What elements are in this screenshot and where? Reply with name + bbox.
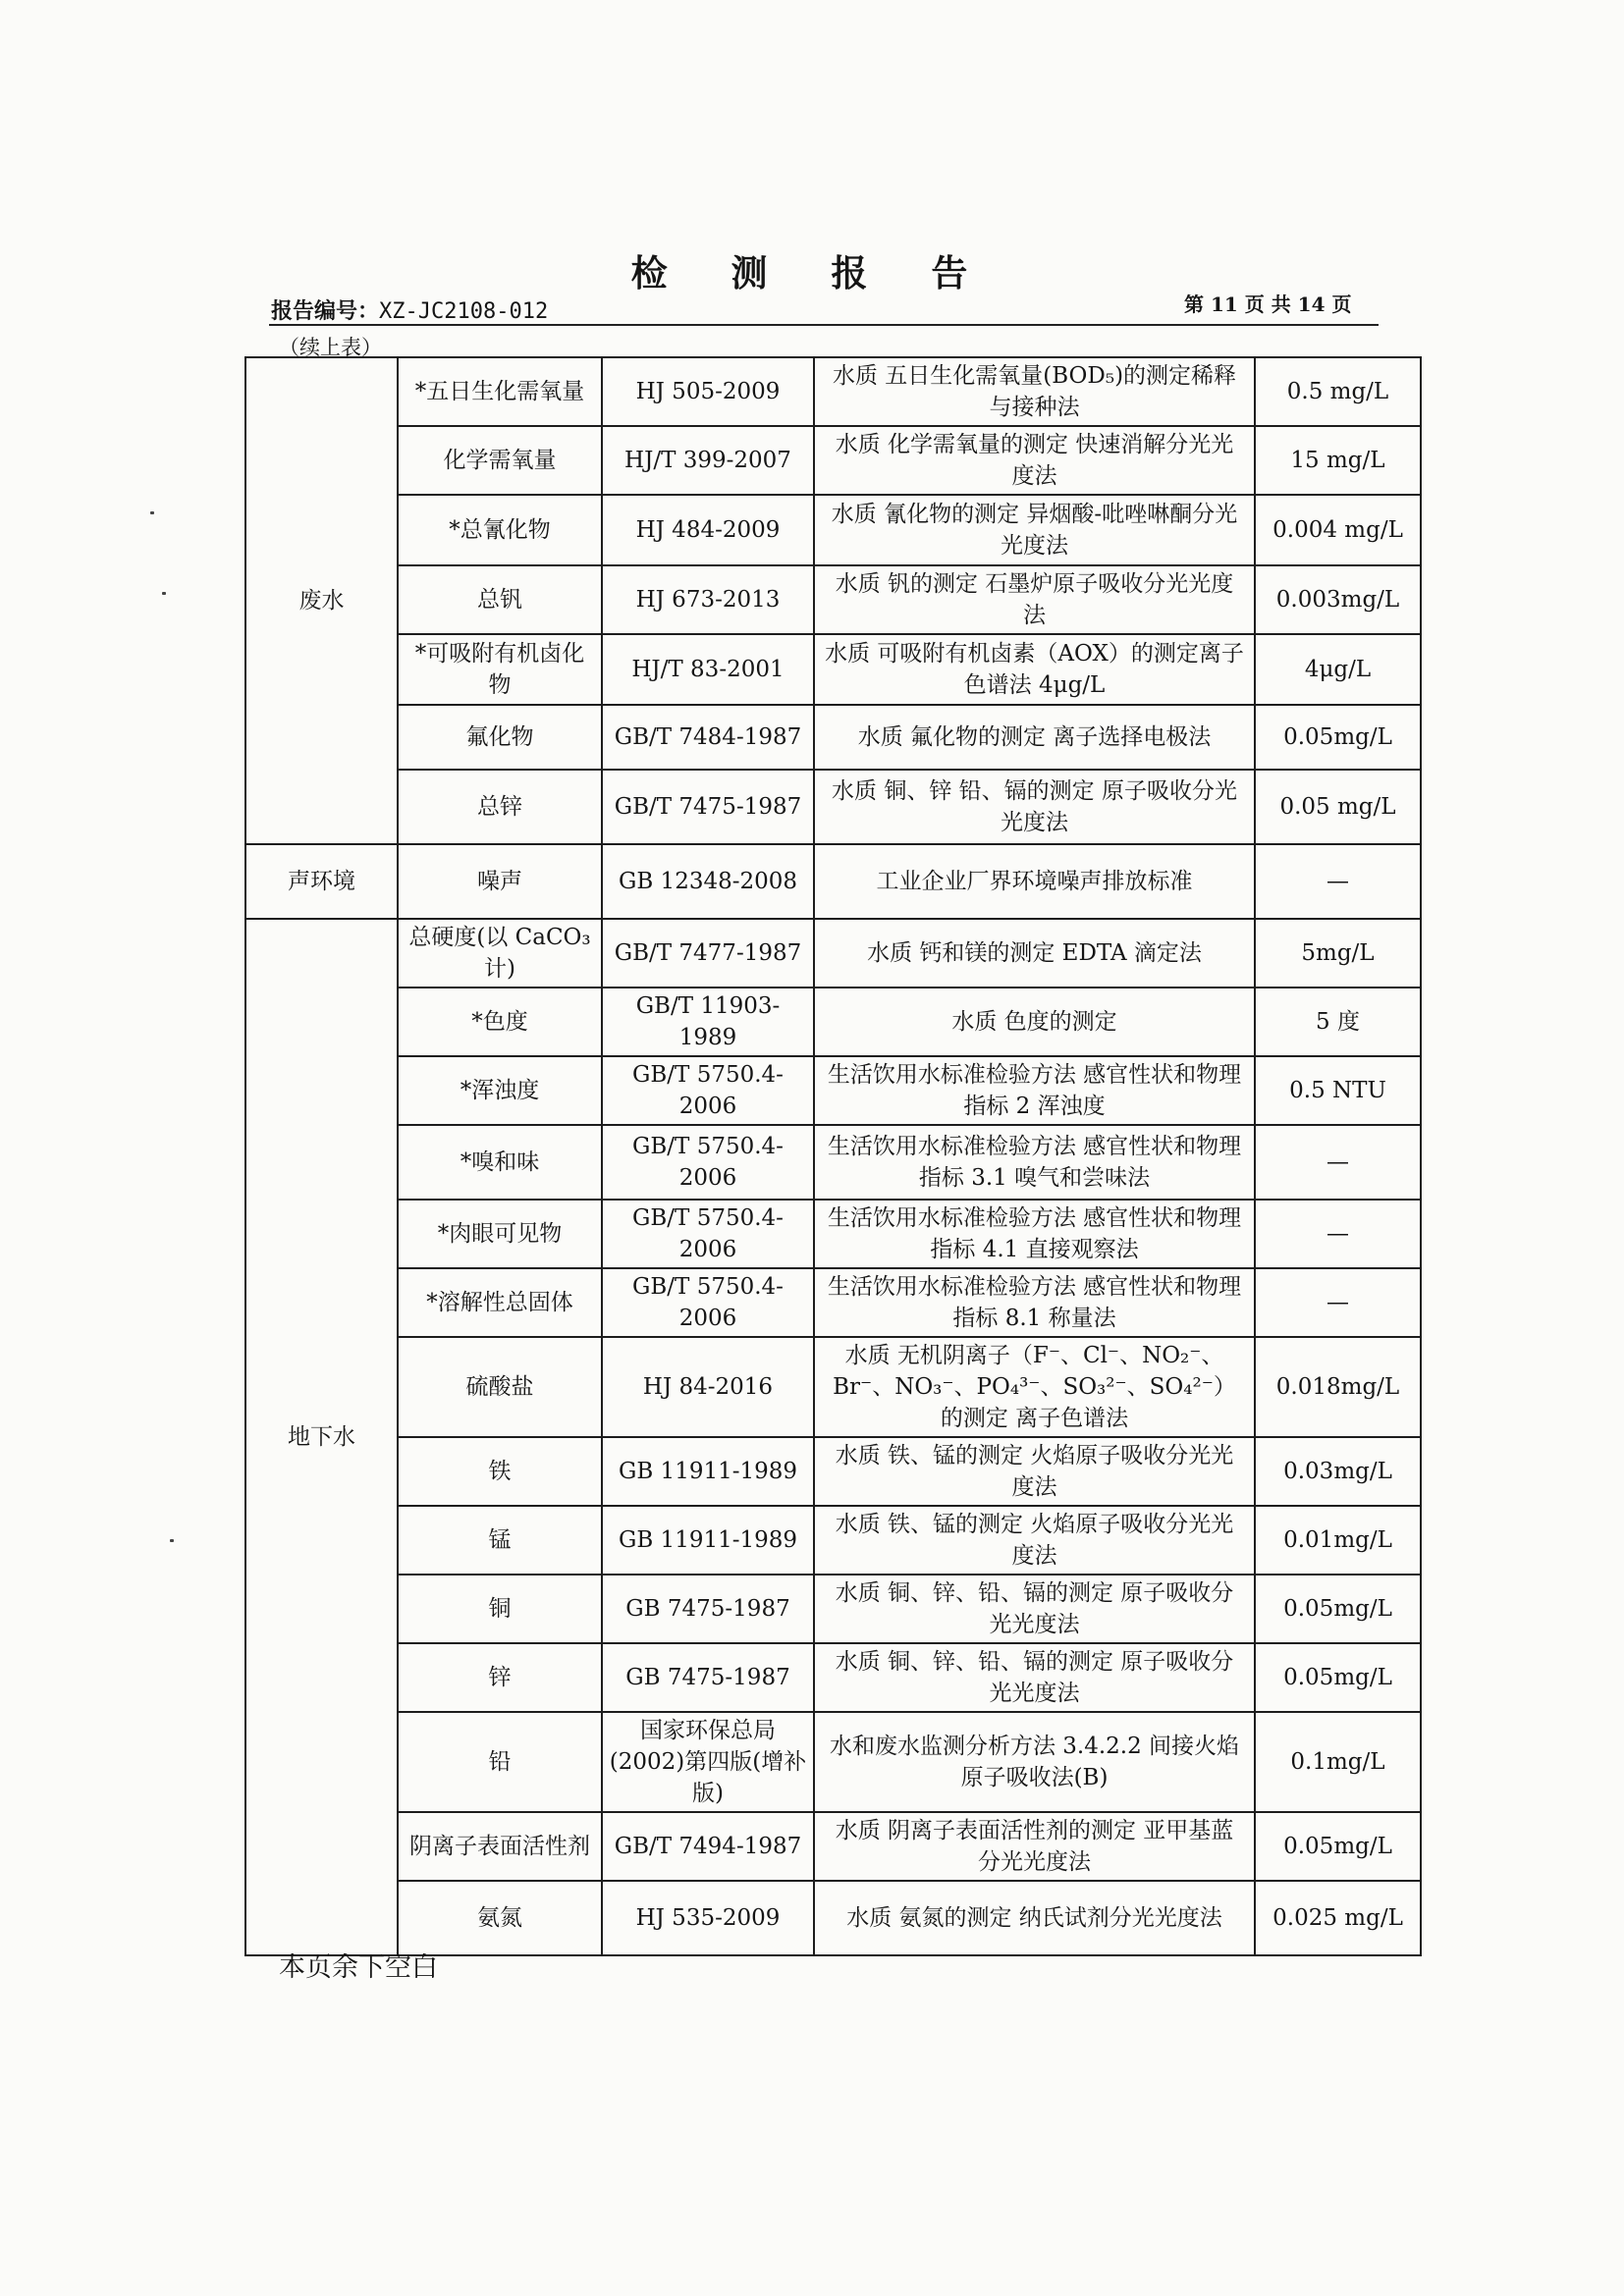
item-cell: 总锌	[398, 770, 602, 844]
report-number-value: XZ-JC2108-012	[379, 299, 549, 324]
limit-cell: 0.018mg/L	[1255, 1337, 1421, 1437]
limit-cell: —	[1255, 844, 1421, 919]
standard-cell: HJ 673-2013	[602, 565, 814, 634]
method-cell: 水质 氟化物的测定 离子选择电极法	[814, 705, 1255, 770]
limit-cell: 4μg/L	[1255, 634, 1421, 705]
method-cell: 水质 阴离子表面活性剂的测定 亚甲基蓝分光光度法	[814, 1812, 1255, 1881]
category-cell: 声环境	[245, 844, 398, 919]
method-cell: 生活饮用水标准检验方法 感官性状和物理指标 8.1 称量法	[814, 1268, 1255, 1337]
method-cell: 水质 钙和镁的测定 EDTA 滴定法	[814, 919, 1255, 988]
table-row	[245, 1881, 1421, 1955]
method-cell: 生活饮用水标准检验方法 感官性状和物理指标 2 浑浊度	[814, 1056, 1255, 1125]
scan-speck	[150, 511, 154, 514]
table-row	[245, 426, 1421, 495]
limit-cell: 0.004 mg/L	[1255, 495, 1421, 565]
table-row	[245, 565, 1421, 634]
header-divider	[269, 324, 1379, 326]
standard-cell: GB 7475-1987	[602, 1643, 814, 1712]
table-row	[245, 1337, 1421, 1437]
standard-cell: GB 11911-1989	[602, 1506, 814, 1575]
method-cell: 水质 铁、锰的测定 火焰原子吸收分光光度法	[814, 1437, 1255, 1506]
standard-cell: GB/T 7494-1987	[602, 1812, 814, 1881]
table-row	[245, 357, 1421, 426]
standard-cell: HJ/T 83-2001	[602, 634, 814, 705]
method-cell: 水质 化学需氧量的测定 快速消解分光光度法	[814, 426, 1255, 495]
limit-cell: 0.1mg/L	[1255, 1712, 1421, 1812]
item-cell: *总氰化物	[398, 495, 602, 565]
remainder-blank-note: 本页余下空白	[279, 1952, 438, 1983]
limit-cell: —	[1255, 1200, 1421, 1268]
standard-cell: GB 11911-1989	[602, 1437, 814, 1506]
table-row	[245, 1812, 1421, 1881]
table-row	[245, 705, 1421, 770]
limit-cell: —	[1255, 1268, 1421, 1337]
standard-cell: GB/T 7484-1987	[602, 705, 814, 770]
item-cell: 硫酸盐	[398, 1337, 602, 1437]
table-row	[245, 1712, 1421, 1812]
standard-cell: GB/T 7475-1987	[602, 770, 814, 844]
limit-cell: 0.5 mg/L	[1255, 357, 1421, 426]
item-cell: 总硬度(以 CaCO₃ 计)	[398, 919, 602, 988]
method-cell: 水质 氰化物的测定 异烟酸-吡唑啉酮分光光度法	[814, 495, 1255, 565]
limit-cell: —	[1255, 1125, 1421, 1200]
table-row	[245, 988, 1421, 1056]
method-cell: 水质 可吸附有机卤素（AOX）的测定离子色谱法 4μg/L	[814, 634, 1255, 705]
method-cell: 生活饮用水标准检验方法 感官性状和物理指标 3.1 嗅气和尝味法	[814, 1125, 1255, 1200]
method-cell: 生活饮用水标准检验方法 感官性状和物理指标 4.1 直接观察法	[814, 1200, 1255, 1268]
method-cell: 水质 氨氮的测定 纳氏试剂分光光度法	[814, 1881, 1255, 1955]
limit-cell: 0.05mg/L	[1255, 1812, 1421, 1881]
item-cell: *嗅和味	[398, 1125, 602, 1200]
item-cell: 铁	[398, 1437, 602, 1506]
method-cell: 水质 铜、锌、铅、镉的测定 原子吸收分光光度法	[814, 1575, 1255, 1643]
item-cell: *肉眼可见物	[398, 1200, 602, 1268]
limit-cell: 0.01mg/L	[1255, 1506, 1421, 1575]
report-number-label: 报告编号：	[271, 298, 380, 324]
standard-cell: HJ 484-2009	[602, 495, 814, 565]
item-cell: 氨氮	[398, 1881, 602, 1955]
standard-cell: GB 7475-1987	[602, 1575, 814, 1643]
item-cell: 阴离子表面活性剂	[398, 1812, 602, 1881]
category-cell: 废水	[245, 357, 398, 844]
category-cell: 地下水	[245, 919, 398, 1955]
method-cell: 水质 铜、锌、铅、镉的测定 原子吸收分光光度法	[814, 1643, 1255, 1712]
limit-cell: 0.03mg/L	[1255, 1437, 1421, 1506]
table-row	[245, 1575, 1421, 1643]
standard-cell: HJ 505-2009	[602, 357, 814, 426]
report-title: 检 测 报 告	[630, 251, 994, 294]
method-cell: 水和废水监测分析方法 3.4.2.2 间接火焰原子吸收法(B)	[814, 1712, 1255, 1812]
item-cell: 氟化物	[398, 705, 602, 770]
item-cell: 铅	[398, 1712, 602, 1812]
table-row	[245, 919, 1421, 988]
standard-cell: 国家环保总局(2002)第四版(增补版)	[602, 1712, 814, 1812]
standard-cell: HJ 84-2016	[602, 1337, 814, 1437]
standard-cell: GB/T 5750.4-2006	[602, 1056, 814, 1125]
scan-speck	[162, 592, 166, 595]
table-row	[245, 770, 1421, 844]
method-cell: 水质 钒的测定 石墨炉原子吸收分光光度法	[814, 565, 1255, 634]
item-cell: 噪声	[398, 844, 602, 919]
limit-cell: 15 mg/L	[1255, 426, 1421, 495]
table-row	[245, 1437, 1421, 1506]
method-cell: 水质 铁、锰的测定 火焰原子吸收分光光度法	[814, 1506, 1255, 1575]
standard-cell: GB/T 11903-1989	[602, 988, 814, 1056]
standard-cell: HJ 535-2009	[602, 1881, 814, 1955]
standard-cell: HJ/T 399-2007	[602, 426, 814, 495]
item-cell: *浑浊度	[398, 1056, 602, 1125]
method-cell: 水质 铜、锌 铅、镉的测定 原子吸收分光光度法	[814, 770, 1255, 844]
item-cell: 锰	[398, 1506, 602, 1575]
limit-cell: 5 度	[1255, 988, 1421, 1056]
item-cell: 化学需氧量	[398, 426, 602, 495]
table-row	[245, 1268, 1421, 1337]
table-row	[245, 1056, 1421, 1125]
table-row	[245, 1643, 1421, 1712]
item-cell: *色度	[398, 988, 602, 1056]
limit-cell: 5mg/L	[1255, 919, 1421, 988]
table-row	[245, 844, 1421, 919]
method-cell: 水质 色度的测定	[814, 988, 1255, 1056]
test-method-table	[244, 356, 1422, 1956]
table-row	[245, 1200, 1421, 1268]
item-cell: *五日生化需氧量	[398, 357, 602, 426]
limit-cell: 0.05 mg/L	[1255, 770, 1421, 844]
limit-cell: 0.5 NTU	[1255, 1056, 1421, 1125]
standard-cell: GB/T 5750.4-2006	[602, 1125, 814, 1200]
method-cell: 工业企业厂界环境噪声排放标准	[814, 844, 1255, 919]
limit-cell: 0.003mg/L	[1255, 565, 1421, 634]
standard-cell: GB/T 7477-1987	[602, 919, 814, 988]
table-row	[245, 1506, 1421, 1575]
method-cell: 水质 五日生化需氧量(BOD₅)的测定稀释与接种法	[814, 357, 1255, 426]
item-cell: 锌	[398, 1643, 602, 1712]
standard-cell: GB/T 5750.4-2006	[602, 1200, 814, 1268]
table-row	[245, 1125, 1421, 1200]
item-cell: 总钒	[398, 565, 602, 634]
page-indicator: 第 11 页 共 14 页	[1184, 293, 1352, 316]
table-row	[245, 495, 1421, 565]
report-number	[271, 294, 548, 325]
method-cell: 水质 无机阴离子（F⁻、Cl⁻、NO₂⁻、Br⁻、NO₃⁻、PO₄³⁻、SO₃²⁻、SO₄²⁻）的测定 离子色谱法	[814, 1337, 1255, 1437]
table-row	[245, 634, 1421, 705]
continued-label: （续上表）	[279, 336, 382, 359]
standard-cell: GB/T 5750.4-2006	[602, 1268, 814, 1337]
standard-cell: GB 12348-2008	[602, 844, 814, 919]
scan-speck	[170, 1539, 174, 1542]
limit-cell: 0.05mg/L	[1255, 705, 1421, 770]
item-cell: 铜	[398, 1575, 602, 1643]
item-cell: *可吸附有机卤化物	[398, 634, 602, 705]
limit-cell: 0.05mg/L	[1255, 1575, 1421, 1643]
item-cell: *溶解性总固体	[398, 1268, 602, 1337]
limit-cell: 0.05mg/L	[1255, 1643, 1421, 1712]
limit-cell: 0.025 mg/L	[1255, 1881, 1421, 1955]
